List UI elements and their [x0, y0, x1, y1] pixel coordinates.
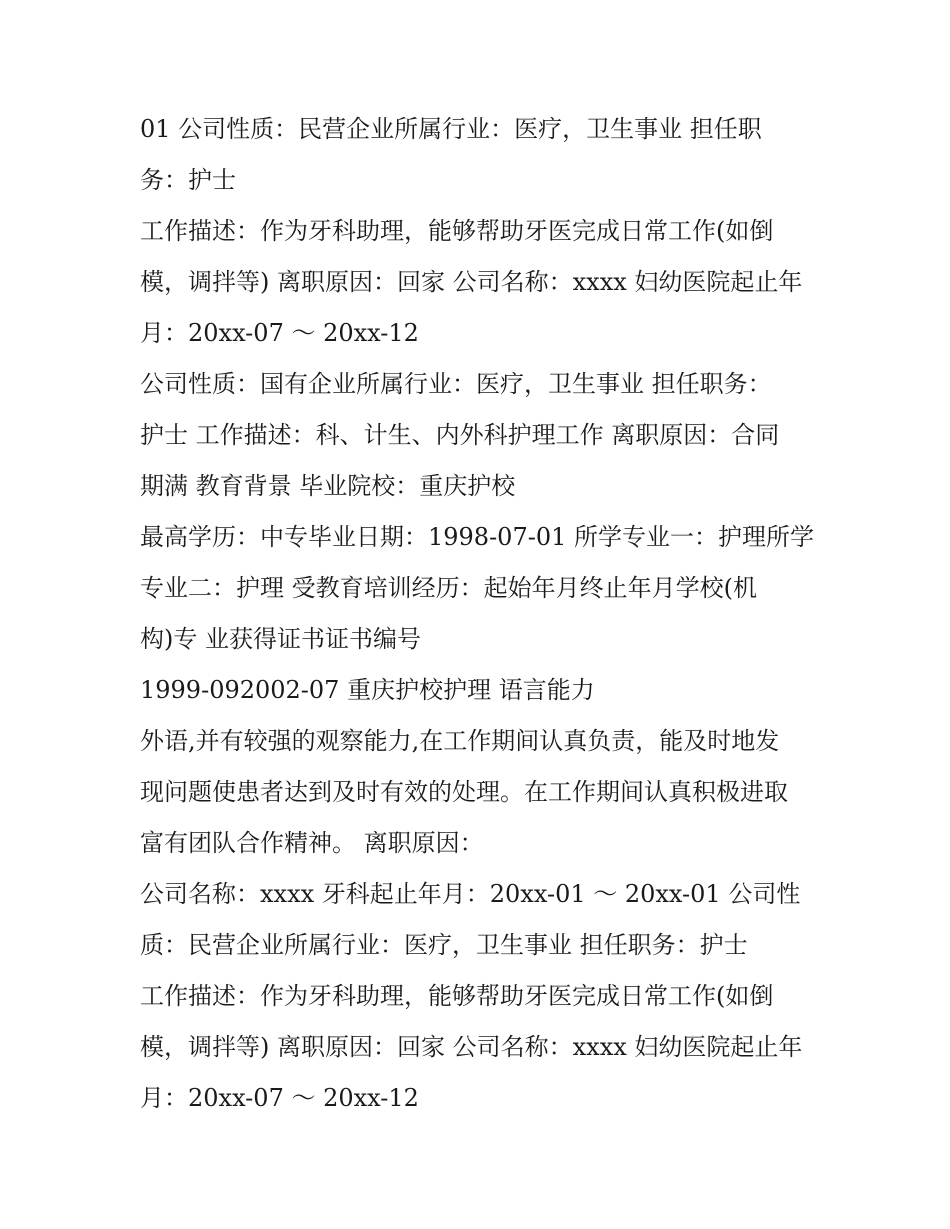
text-line: 01 公司性质：民营企业所属行业：医疗，卫生事业 担任职: [140, 115, 762, 143]
text-line: 构)专 业获得证书证书编号: [140, 625, 421, 653]
text-line: 工作描述：作为牙科助理，能够帮助牙医完成日常工作(如倒: [140, 217, 774, 245]
text-line: 工作描述：作为牙科助理，能够帮助牙医完成日常工作(如倒: [140, 982, 774, 1010]
text-line: 最高学历：中专毕业日期：1998-07-01 所学专业一：护理所学: [140, 523, 815, 551]
text-line: 现问题使患者达到及时有效的处理。在工作期间认真积极进取: [140, 778, 788, 806]
text-line: 务：护士: [140, 166, 236, 194]
text-line: 模，调拌等) 离职原因：回家 公司名称：xxxx 妇幼医院起止年: [140, 1033, 803, 1061]
text-line: 质：民营企业所属行业：医疗，卫生事业 担任职务：护士: [140, 931, 748, 959]
text-line: 月：20xx-07 ～ 20xx-12: [140, 1084, 419, 1112]
text-line: 公司性质：国有企业所属行业：医疗，卫生事业 担任职务：: [140, 370, 772, 398]
text-line: 外语,并有较强的观察能力,在工作期间认真负责，能及时地发: [140, 727, 780, 755]
text-line: 富有团队合作精神。 离职原因：: [140, 829, 484, 857]
text-line: 公司名称：xxxx 牙科起止年月：20xx-01 ～ 20xx-01 公司性: [140, 880, 801, 908]
text-line: 月：20xx-07 ～ 20xx-12: [140, 319, 419, 347]
text-line: 期满 教育背景 毕业院校：重庆护校: [140, 472, 516, 500]
document-body: [140, 104, 830, 1124]
text-line: 模，调拌等) 离职原因：回家 公司名称：xxxx 妇幼医院起止年: [140, 268, 803, 296]
text-line: 护士 工作描述：科、计生、内外科护理工作 离职原因：合同: [140, 421, 780, 449]
text-line: 1999-092002-07 重庆护校护理 语言能力: [140, 676, 595, 704]
text-line: 专业二：护理 受教育培训经历：起始年月终止年月学校(机: [140, 574, 757, 602]
